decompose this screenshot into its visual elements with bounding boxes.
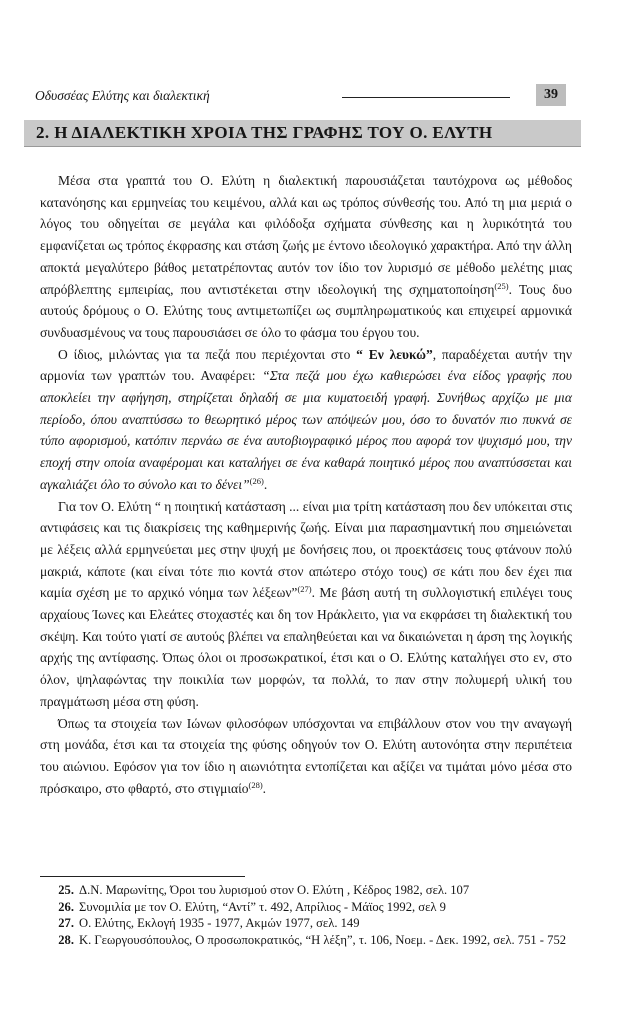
quotation: “Στα πεζά μου έχω καθιερώσει ένα είδος γραφής που αποκλείει την αφήγηση, στηρίζεται δηλαδή σε μια κυματοειδή γραφή. Συνήθως αρχίζω με μια περίοδο, όπου αναπτύσσω το θεωρητικό μέρος των απόψεών μου, όσο το δυνατόν πιο πυκνά σε τύπο αφορισμού, κατόπιν περνάω σε ένα αυτοβιογραφικό μέρος που αφορά τον ψυχισμό μου, την εποχή στην οποία αναφέρομαι και καταλήγει σε ένα καθαρά ποιητικό μέρος που αναπτύσσεται και αγκαλιάζει όλο το σύνολο και το δένει” [40,368,572,492]
footnote-ref-26[interactable]: (26) [249,475,264,486]
footnote-text: Κ. Γεωργουσόπουλος, Ο προσωποκρατικός, “Η λέξη”, τ. 106, Νοεμ. - Δεκ. 1992, σελ. 751 - 752 [79,932,567,947]
text-run: Ο ίδιος, μιλώντας για τα πεζά που περιέχονται στο [58,346,357,362]
text-run: , παραδέχεται αυτήν την αρμονία των γραπτών του. Αναφέρει: [40,346,572,384]
chapter-title-bar [24,120,581,147]
chapter-title: 2. Η ΔΙΑΛΕΚΤΙΚΗ ΧΡΟΙΑ ΤΗΣ ΓΡΑΦΗΣ ΤΟΥ Ο. ΕΛΥΤΗ [36,123,493,142]
text-run: Μέσα στα γραπτά του Ο. Ελύτη η διαλεκτική παρουσιάζεται ταυτόχρονα ως μέθοδος κατανόησης και ερμηνείας του κειμένου, αλλά και ως τρόπος σύνθεσής του. Από τη μια μεριά ο λόγος του οδηγείται σε μεγάλα και φιλόδοξα σχήματα σύνθεσης και η λυρικότητά του εμφανίζεται ως τρόπος έκφρασης και στάση ζωής με έντονο ιδεολογικό χαρακτήρα. Από την άλλη αποκτά μεγαλύτερο βάθος μετατρέποντας αυτόν τον ίδιο τον λυρισμό σε μέθοδο μελέτης μιας απρόβλεπτης εμπειρίας, που αντιστέκεται στην ιδεολογική της σχηματοποίηση [40,173,572,297]
footnote-text: Δ.Ν. Μαρωνίτης, Όροι του λυρισμού στον Ο. Ελύτη , Κέδρος 1982, σελ. 107 [79,883,470,897]
footnote-ref-27[interactable]: (27) [297,584,312,595]
footnote-number: 27. [58,916,74,931]
header-rule [342,97,510,98]
footnote-ref-28[interactable]: (28) [248,779,263,790]
text-run: . Με βάση αυτή τη συλλογιστική επιλέγει τους αρχαίους Ίωνες και Ελεάτες στοχαστές και δη τον Ηράκλειτο, για να εκφράσει τη διαλεκτική του σκέψη. Και τούτο γιατί σε αυτούς βλέπει να επαληθεύεται και να δικαιώνεται η άρση της λογικής αρχής της αντίφασης. Όπως όλοι οι προσωκρατικοί, έτσι και ο Ο. Ελύτης καταλήγει στο εν, στο όλον, ψηλαφώντας την ποικιλία των μορφών, τα πολλά, το παν στην πολυμερή υλική του πραγμάτωση μέσα στη φύση. [40,585,572,709]
footnote-27 [40,916,580,931]
footnote-28 [40,933,580,948]
paragraph-3 [40,496,572,713]
text-run: Για τον Ο. Ελύτη “ η ποιητική κατάσταση ... είναι μια τρίτη κατάσταση που δεν υπόκειται στις αντιφάσεις και τις διακρίσεις της καθημερινής ζωής. Είναι μια παρασημαντική που σημειώνεται με λέξεις αλλά ερμηνεύεται μες στην ψυχή με δονήσεις που, οι προεκτάσεις τους φτάνουν πολύ μακριά, κάποτε (και είναι τότε πιο κοντά στον απώτερο στόχο τους) σε κάτι που δεν έχει πια καμία σχέση με το αρχικό νόημα των λέξεων” [40,498,572,601]
running-head-title: Οδυσσέας Ελύτης και διαλεκτική [35,88,210,103]
footnote-25 [40,883,580,898]
text-run: . [263,476,268,492]
footnote-rule [40,876,245,877]
footnote-number: 28. [58,932,74,947]
paragraph-1 [40,170,572,344]
footnotes [40,883,580,949]
page-number: 39 [536,84,566,106]
footnote-number: 25. [58,883,74,897]
text-run: . Τους δυο αυτούς δρόμους ο Ο. Ελύτης τους αντιμετωπίζει ως συμπληρωματικούς και επιχειρεί αρμονικά συνδυασμένους να τους παρουσιάσει σε όλο το φάσμα του έργου του. [40,281,572,340]
text-run: . [262,780,267,796]
body-text [40,170,572,799]
paragraph-4 [40,713,572,800]
footnote-ref-25[interactable]: (25) [494,280,509,291]
text-run: Όπως τα στοιχεία των Ιώνων φιλοσόφων υπόσχονται να επιβάλλουν στον νου την αναγωγή στη μονάδα, έτσι και τα στοιχεία της φύσης οδηγούν τον Ο. Ελύτη αυτονόητα στην περιπέτεια του αιώνιου. Εφόσον για τον ίδιο η αιωνιότητα εντοπίζεται και αξίζει να τιμάται μόνο μέσα στο πρόσκαιρο, στο φθαρτό, στο στιγμιαίο [40,715,572,796]
paragraph-2 [40,344,572,496]
footnote-text: Ο. Ελύτης, Εκλογή 1935 - 1977, Ακμών 1977, σελ. 149 [79,916,360,931]
footnote-number: 26. [58,899,74,914]
footnote-text: Συνομιλία με τον Ο. Ελύτη, “Αντί” τ. 492, Απρίλιος - Μάϊος 1992, σελ 9 [79,899,446,914]
book-title-bold: “ Εν λευκώ” [356,346,433,362]
footnote-26 [40,900,580,915]
